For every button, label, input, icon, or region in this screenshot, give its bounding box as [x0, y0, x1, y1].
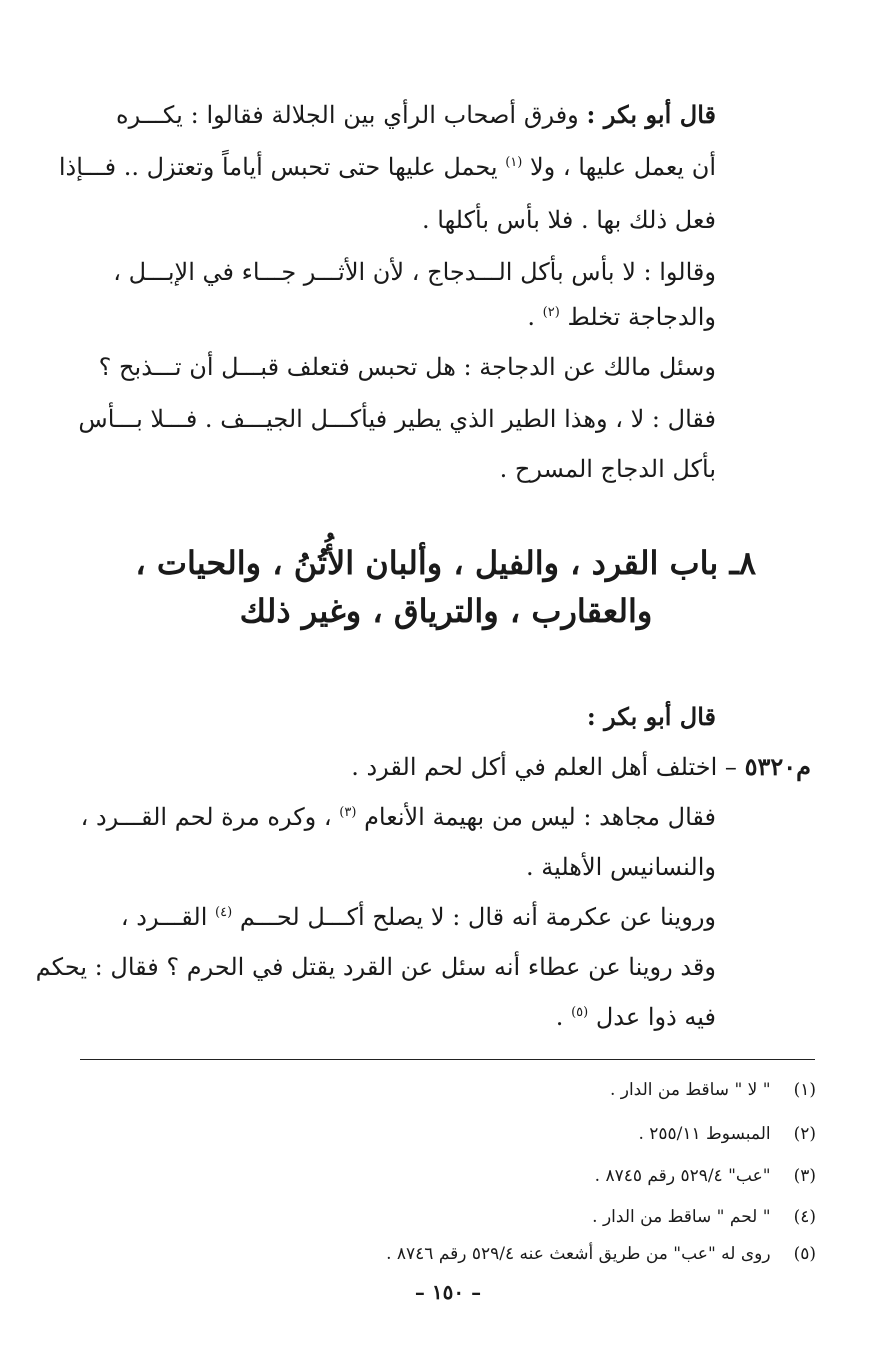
paragraph-line	[116, 1000, 716, 1034]
speaker-label: قال أبو بكر :	[586, 702, 716, 731]
entry-text: – اختلف أهل العلم في أكل لحم القرد .	[351, 753, 737, 781]
footnote	[96, 1163, 816, 1189]
chapter-title-line-2: والعقارب ، والترياق ، وغير ذلك	[239, 592, 653, 630]
footnote-text: " لا " ساقط من الدار .	[609, 1080, 771, 1100]
text-span: وروينا عن عكرمة أنه قال : لا يصلح أكـــل لحـــم	[239, 903, 716, 931]
paragraph-line: فقال : لا ، وهذا الطير الذي يطير فيأكـــل الجيـــف . فـــلا بـــأس	[78, 405, 716, 433]
text-span: وفرق أصحاب الرأي بين الجلالة فقالوا : يكـــره	[116, 101, 579, 129]
footnote-text: " لحم " ساقط من الدار .	[592, 1207, 771, 1227]
paragraph-line	[58, 150, 716, 184]
footnote	[96, 1204, 816, 1230]
footnote-ref[interactable]: (٣)	[339, 805, 357, 820]
paragraph-line: وقالوا : لا بأس بأكل الـــدجاج ، لأن الأثـــر جـــاء في الإبـــل ،	[113, 258, 716, 286]
text-span: أن يعمل عليها ، ولا	[529, 153, 716, 181]
footnote-number: (١)	[793, 1080, 816, 1100]
footnote-number: (٢)	[793, 1124, 816, 1144]
footnote-number: (٤)	[793, 1207, 816, 1227]
paragraph-line: وسئل مالك عن الدجاجة : هل تحبس فتعلف قبـــل أن تـــذبح ؟	[98, 353, 716, 381]
footnote-number: (٥)	[793, 1244, 816, 1264]
footnote-number: (٣)	[793, 1166, 816, 1186]
text-span: والدجاجة تخلط	[567, 303, 716, 331]
speaker-label: قال أبو بكر :	[586, 100, 716, 129]
paragraph-line	[80, 800, 716, 834]
paragraph-line	[116, 300, 716, 334]
page-number: – ١٥٠ –	[414, 1280, 482, 1304]
paragraph-line	[120, 900, 716, 934]
text-span: فيه ذوا عدل	[595, 1003, 716, 1031]
footnote	[96, 1077, 816, 1103]
paragraph-line: بأكل الدجاج المسرح .	[499, 455, 716, 483]
entry-number: م٥٣٢٠	[744, 752, 811, 781]
footnote	[96, 1121, 816, 1147]
text-span: .	[555, 1003, 564, 1031]
footnote-ref[interactable]: (٥)	[571, 1005, 589, 1020]
text-span: القـــرد ،	[120, 903, 208, 931]
paragraph-line: وقد روينا عن عطاء أنه سئل عن القرد يقتل في الحرم ؟ فقال : يحكم	[35, 953, 716, 981]
footnote-text: "عب" ٥٢٩/٤ رقم ٨٧٤٥ .	[594, 1166, 771, 1186]
chapter-title-line-1: ٨ـ باب القرد ، والفيل ، وألبان الأُتُنُ ، والحيات ،	[135, 544, 756, 582]
footnote-ref[interactable]: (١)	[505, 155, 523, 170]
paragraph-line	[116, 98, 716, 132]
footnote-ref[interactable]: (٤)	[215, 905, 233, 920]
footnote-text: روى له "عب" من طريق أشعث عنه ٥٢٩/٤ رقم ٨٧٤٦ .	[386, 1244, 771, 1264]
text-span: فقال مجاهد : ليس من بهيمة الأنعام	[364, 803, 716, 831]
footnote-ref[interactable]: (٢)	[542, 305, 560, 320]
text-span: ، وكره مرة لحم القـــرد ،	[80, 803, 332, 831]
paragraph-line: فعل ذلك بها . فلا بأس بأكلها .	[422, 206, 716, 234]
text-span: .	[527, 303, 536, 331]
paragraph-line: والنسانيس الأهلية .	[525, 853, 716, 881]
footnote-separator	[80, 1059, 815, 1060]
footnote-text: المبسوط ٢٥٥/١١ .	[638, 1124, 771, 1144]
text-span: يحمل عليها حتى تحبس أياماً وتعتزل .. فـــإذا	[58, 153, 498, 181]
footnote	[96, 1241, 816, 1267]
entry-line	[111, 750, 811, 784]
